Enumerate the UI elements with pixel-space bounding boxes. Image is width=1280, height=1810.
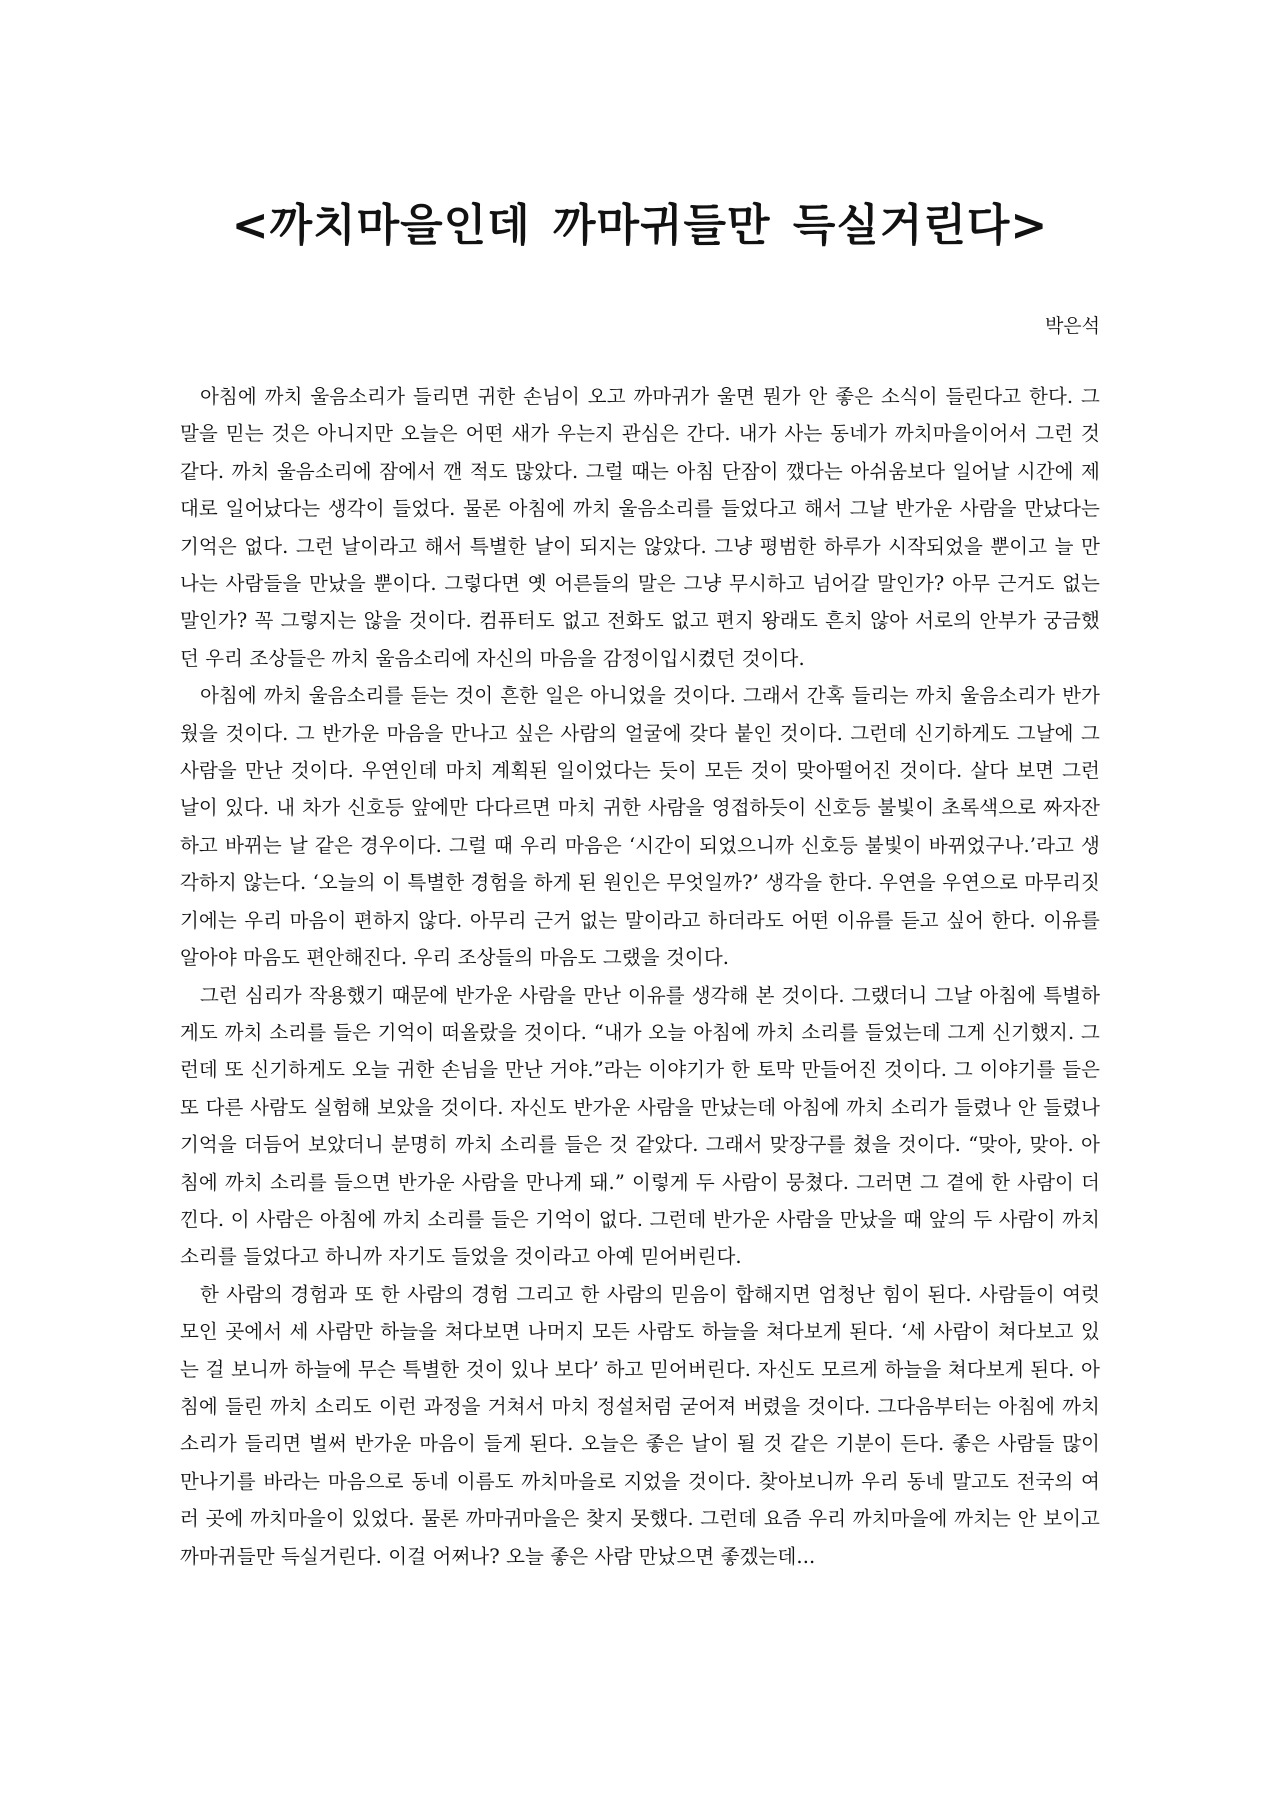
- essay-body: [180, 378, 1100, 1575]
- paragraph: 한 사람의 경험과 또 한 사람의 경험 그리고 한 사람의 믿음이 합해지면 엄청난 힘이 된다. 사람들이 여럿 모인 곳에서 세 사람만 하늘을 쳐다보면 나머지 모든 사람도 하늘을 쳐다보게 된다. ‘세 사람이 쳐다보고 있는 걸 보니까 하늘에 무슨 특별한 것이 있나 보다’ 하고 믿어버린다. 자신도 모르게 하늘을 쳐다보게 된다. 아침에 들린 까치 소리도 이런 과정을 거쳐서 마치 정설처럼 굳어져 버렸을 것이다. 그다음부터는 아침에 까치 소리가 들리면 벌써 반가운 마음이 들게 된다. 오늘은 좋은 날이 될 것 같은 기분이 든다. 좋은 사람들 많이 만나기를 바라는 마음으로 동네 이름도 까치마을로 지었을 것이다. 찾아보니까 우리 동네 말고도 전국의 여러 곳에 까치마을이 있었다. 물론 까마귀마을은 찾지 못했다. 그런데 요즘 우리 까치마을에 까치는 안 보이고 까마귀들만 득실거린다. 이걸 어쩌나? 오늘 좋은 사람 만났으면 좋겠는데...: [180, 1282, 1100, 1568]
- paragraph: 아침에 까치 울음소리를 듣는 것이 흔한 일은 아니었을 것이다. 그래서 간혹 들리는 까치 울음소리가 반가웠을 것이다. 그 반가운 마음을 만나고 싶은 사람의 얼굴에 갖다 붙인 것이다. 그런데 신기하게도 그날에 그 사람을 만난 것이다. 우연인데 마치 계획된 일이었다는 듯이 모든 것이 맞아떨어진 것이다. 살다 보면 그런 날이 있다. 내 차가 신호등 앞에만 다다르면 마치 귀한 사람을 영접하듯이 신호등 불빛이 초록색으로 짜자잔하고 바뀌는 날 같은 경우이다. 그럴 때 우리 마음은 ‘시간이 되었으니까 신호등 불빛이 바뀌었구나.’라고 생각하지 않는다. ‘오늘의 이 특별한 경험을 하게 된 원인은 무엇일까?’ 생각을 한다. 우연을 우연으로 마무리짓기에는 우리 마음이 편하지 않다. 아무리 근거 없는 말이라고 하더라도 어떤 이유를 듣고 싶어 한다. 이유를 알아야 마음도 편안해진다. 우리 조상들의 마음도 그랬을 것이다.: [180, 684, 1100, 970]
- author-name: 박은석: [1044, 315, 1100, 337]
- document-title: <까치마을인데 까마귀들만 득실거린다>: [231, 200, 1049, 251]
- paragraph: 그런 심리가 작용했기 때문에 반가운 사람을 만난 이유를 생각해 본 것이다. 그랬더니 그날 아침에 특별하게도 까치 소리를 들은 기억이 떠올랐을 것이다. “내가 오늘 아침에 까치 소리를 들었는데 그게 신기했지. 그런데 또 신기하게도 오늘 귀한 손님을 만난 거야.”라는 이야기가 한 토막 만들어진 것이다. 그 이야기를 들은 또 다른 사람도 실험해 보았을 것이다. 자신도 반가운 사람을 만났는데 아침에 까치 소리가 들렸나 안 들렸나 기억을 더듬어 보았더니 분명히 까치 소리를 들은 것 같았다. 그래서 맞장구를 쳤을 것이다. “맞아, 맞아. 아침에 까치 소리를 들으면 반가운 사람을 만나게 돼.” 이렇게 두 사람이 뭉쳤다. 그러면 그 곁에 한 사람이 더 낀다. 이 사람은 아침에 까치 소리를 들은 기억이 없다. 그런데 반가운 사람을 만났을 때 앞의 두 사람이 까치 소리를 들었다고 하니까 자기도 들었을 것이라고 아예 믿어버린다.: [180, 983, 1100, 1269]
- paragraph: 아침에 까치 울음소리가 들리면 귀한 손님이 오고 까마귀가 울면 뭔가 안 좋은 소식이 들린다고 한다. 그 말을 믿는 것은 아니지만 오늘은 어떤 새가 우는지 관심은 간다. 내가 사는 동네가 까치마을이어서 그런 것 같다. 까치 울음소리에 잠에서 깬 적도 많았다. 그럴 때는 아침 단잠이 깼다는 아쉬움보다 일어날 시간에 제대로 일어났다는 생각이 들었다. 물론 아침에 까치 울음소리를 들었다고 해서 그날 반가운 사람을 만났다는 기억은 없다. 그런 날이라고 해서 특별한 날이 되지는 않았다. 그냥 평범한 하루가 시작되었을 뿐이고 늘 만나는 사람들을 만났을 뿐이다. 그렇다면 옛 어른들의 말은 그냥 무시하고 넘어갈 말인가? 아무 근거도 없는 말인가? 꼭 그렇지는 않을 것이다. 컴퓨터도 없고 전화도 없고 편지 왕래도 흔치 않아 서로의 안부가 궁금했던 우리 조상들은 까치 울음소리에 자신의 마음을 감정이입시켰던 것이다.: [180, 385, 1100, 670]
